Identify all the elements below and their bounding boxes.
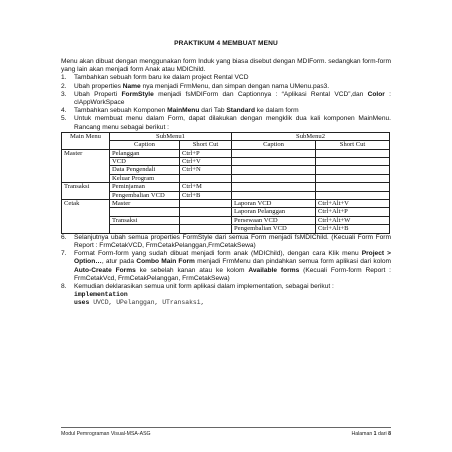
step-number: 6. <box>61 233 67 241</box>
step-text-bold: Standard <box>226 107 255 115</box>
step-text-bold: MainMenu <box>167 107 200 115</box>
steps-list-bottom <box>61 234 391 291</box>
main-menu-cell <box>62 208 110 216</box>
submenu1-shortcut-cell <box>180 216 232 224</box>
submenu2-caption-cell: Laporan Pelanggan <box>232 208 316 216</box>
submenu2-caption-cell: Pengembalian VCD <box>232 225 316 233</box>
page-title: PRAKTIKUM 4 MEMBUAT MENU <box>174 40 278 47</box>
main-menu-cell <box>62 225 110 233</box>
step-text-part: Format Form-form yang sudah dibuat menjadi form anak (MDIChild), dengan cara Klik menu <box>74 250 362 258</box>
table-body <box>62 149 390 233</box>
step-text-bold: Color <box>367 90 385 98</box>
step-text-part: Tambahkan sebuah Komponen <box>74 107 168 115</box>
table-row <box>62 158 390 166</box>
submenu1-shortcut-cell <box>180 200 232 208</box>
step-item <box>61 283 391 291</box>
submenu1-caption-cell <box>110 225 180 233</box>
submenu1-caption-cell <box>110 208 180 216</box>
table-header-row <box>62 132 390 140</box>
step-item <box>61 250 391 283</box>
main-menu-cell <box>62 174 110 182</box>
step-text <box>74 283 391 291</box>
step-item <box>61 234 391 250</box>
step-text-bold: Combo Main Form <box>136 258 195 266</box>
document-body <box>61 58 391 307</box>
main-menu-cell <box>62 166 110 174</box>
submenu2-shortcut-cell: Ctrl+Alt+B <box>316 225 390 233</box>
footer-page-mid: dari <box>376 431 389 437</box>
step-text-bold: Project > Option… <box>74 250 391 266</box>
submenu1-shortcut-cell: Ctrl+N <box>180 166 232 174</box>
step-text <box>74 250 391 283</box>
header-shortcut-2: Short Cut <box>316 141 390 149</box>
submenu1-shortcut-cell: Ctrl+V <box>180 158 232 166</box>
step-item <box>61 83 391 91</box>
submenu2-shortcut-cell: Ctrl+Alt+V <box>316 200 390 208</box>
step-number: 2. <box>61 82 67 90</box>
step-text <box>74 83 391 91</box>
submenu1-shortcut-cell <box>180 174 232 182</box>
code-snippet <box>61 291 391 307</box>
submenu2-caption-cell <box>232 158 316 166</box>
submenu2-shortcut-cell <box>316 183 390 191</box>
step-text <box>74 91 391 107</box>
footer-page-total: 8 <box>388 431 391 437</box>
submenu1-caption-cell: VCD <box>110 158 180 166</box>
step-text <box>74 74 391 82</box>
step-text-part: , atur pada <box>101 258 137 266</box>
step-text-part: Ubah Properti <box>74 90 122 98</box>
step-text-part: Tambahkan sebuah form baru ke dalam project Rental VCD <box>74 74 249 82</box>
table-row <box>62 200 390 208</box>
step-text <box>74 107 391 115</box>
footer-page-prefix: Halaman <box>351 431 374 437</box>
footer-page-current: 1 <box>373 431 377 437</box>
submenu1-shortcut-cell: Ctrl+B <box>180 191 232 199</box>
intro-paragraph: Menu akan dibuat dengan menggunakan form Induk yang biasa disebut dengan MDIForm. sedangkan form-form yang lain akan menjadi form Anak atau MDIChild. <box>61 58 391 74</box>
submenu1-shortcut-cell: Ctrl+P <box>180 149 232 157</box>
submenu2-shortcut-cell <box>316 191 390 199</box>
header-main-menu: Main Menu <box>62 132 110 149</box>
table-row <box>62 216 390 224</box>
table-row <box>62 208 390 216</box>
main-menu-cell: Transaksi <box>62 183 110 191</box>
step-number: 5. <box>61 115 67 123</box>
step-text-part: dari Tab <box>199 107 227 115</box>
header-caption-2: Caption <box>232 141 316 149</box>
step-text-part: Kemudian deklarasikan semua unit form aplikasi dalam implementation, sebagai berikut : <box>74 282 334 290</box>
submenu2-caption-cell: Persewaan VCD <box>232 216 316 224</box>
step-text-bold: Auto-Create Forms <box>74 266 136 274</box>
submenu2-caption-cell <box>232 191 316 199</box>
step-text-part: : clAppWorkSpace <box>74 90 392 107</box>
submenu2-shortcut-cell: Ctrl+Alt+P <box>316 208 390 216</box>
step-text-part: Selanjutnya ubah semua properties FormStyle dari semua Form menjadi fsMDIChild. (Kecuali Form Form Report : FrmCetakVCD, FrmCetakPelanggan,FrmCetakSewa) <box>74 233 391 249</box>
submenu2-shortcut-cell <box>316 174 390 182</box>
footer-divider <box>61 427 391 428</box>
submenu2-caption-cell <box>232 166 316 174</box>
step-number: 1. <box>61 74 67 82</box>
step-text <box>74 234 391 250</box>
step-item <box>61 91 391 107</box>
footer-page-number <box>351 431 391 437</box>
submenu1-caption-cell: Data Pengendali <box>110 166 180 174</box>
table-row <box>62 174 390 182</box>
step-text-bold: Available forms <box>248 266 300 274</box>
main-menu-cell <box>62 216 110 224</box>
table-row <box>62 166 390 174</box>
step-number: 7. <box>61 250 67 258</box>
submenu1-shortcut-cell <box>180 208 232 216</box>
submenu1-shortcut-cell <box>180 225 232 233</box>
step-text <box>74 115 391 131</box>
step-text-part: menjadi fsMDIForm dan Captionnya : “Aplikasi Rental VCD”,dan <box>153 90 368 98</box>
submenu1-shortcut-cell: Ctrl+M <box>180 183 232 191</box>
table-subheader-row <box>62 141 390 149</box>
main-menu-cell <box>62 191 110 199</box>
step-text-bold: Name <box>122 82 141 90</box>
step-text-bold: FormStyle <box>121 90 154 98</box>
step-number: 4. <box>61 107 67 115</box>
submenu2-shortcut-cell: Ctrl+Alt+W <box>316 216 390 224</box>
submenu2-shortcut-cell <box>316 166 390 174</box>
code-implementation-keyword: implementation <box>74 291 128 299</box>
step-text-part: nya menjadi FrmMenu, dan simpan dengan nama UMenu.pas3. <box>140 82 330 90</box>
submenu1-caption-cell: Keluar Program <box>110 174 180 182</box>
submenu1-caption-cell: Pelanggan <box>110 149 180 157</box>
main-menu-cell: Cetak <box>62 200 110 208</box>
step-number: 8. <box>61 282 67 290</box>
table-row <box>62 149 390 157</box>
header-caption-1: Caption <box>110 141 180 149</box>
main-menu-cell: Master <box>62 149 110 157</box>
step-text-part: ke sebelah kanan atau ke kolom <box>135 266 249 274</box>
main-menu-cell <box>62 158 110 166</box>
submenu2-caption-cell <box>232 174 316 182</box>
submenu1-caption-cell: Master <box>110 200 180 208</box>
header-submenu2: SubMenu2 <box>232 132 390 140</box>
header-submenu1: SubMenu1 <box>110 132 232 140</box>
submenu2-shortcut-cell <box>316 149 390 157</box>
submenu1-caption-cell: Peminjaman <box>110 183 180 191</box>
submenu2-caption-cell <box>232 149 316 157</box>
table-row <box>62 191 390 199</box>
steps-list-top <box>61 74 391 131</box>
step-text-part: menjadi FrmMenu dan pindahkan semua form aplikasi dari kolom <box>194 258 391 266</box>
menu-design-table <box>61 132 390 234</box>
submenu1-caption-cell: Transaksi <box>110 216 180 224</box>
step-item <box>61 107 391 115</box>
step-item <box>61 115 391 131</box>
submenu2-shortcut-cell <box>316 158 390 166</box>
table-row <box>62 225 390 233</box>
code-units: UVCD, UPelanggan, UTransaksi, <box>93 299 205 307</box>
submenu2-caption-cell: Laporan VCD <box>232 200 316 208</box>
step-number: 3. <box>61 90 67 98</box>
step-item <box>61 74 391 82</box>
header-shortcut-1: Short Cut <box>180 141 232 149</box>
table-row <box>62 183 390 191</box>
code-uses-keyword: uses <box>74 299 90 307</box>
step-text-part: ke dalam form <box>254 107 299 115</box>
step-text-part: (Kecuali Form-form Report : FrmCetakVcd, FrmCetakPelanggan, FrmCetakSewa) <box>74 266 391 282</box>
submenu2-caption-cell <box>232 183 316 191</box>
footer-module-name: Modul Pemrograman Visual-MSA-ASG <box>61 431 151 437</box>
step-text-part: Ubah properties <box>74 82 123 90</box>
submenu1-caption-cell: Pengembalian VCD <box>110 191 180 199</box>
step-text-part: Untuk membuat menu dalam Form, dapat dilakukan dengan mengklik dua kali komponen MainMenu. Rancang menu sebagai berikut : <box>74 115 391 131</box>
code-uses-line <box>74 299 391 307</box>
